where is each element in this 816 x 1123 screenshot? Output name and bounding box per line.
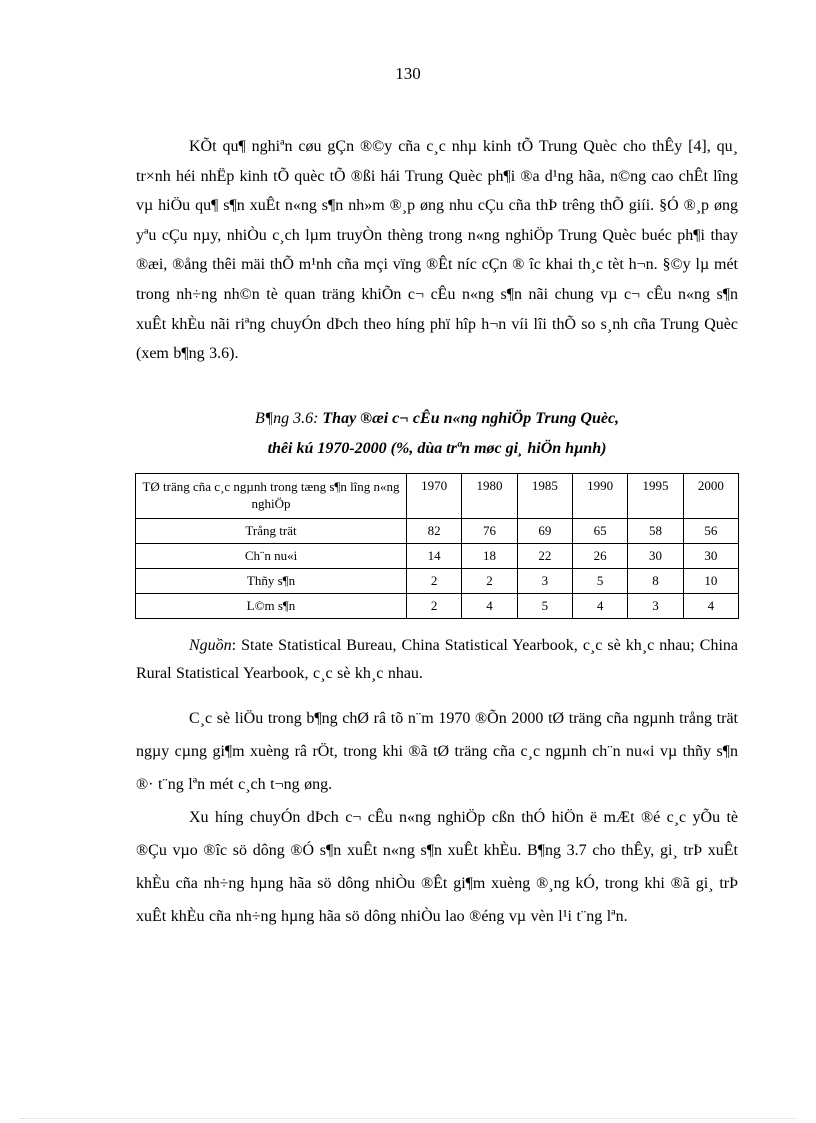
source-text: : State Statistical Bureau, China Statistical Yearbook, c¸c sè kh¸c nhau; China Rural Statistical Yearbook, c¸c sè kh¸c nhau. xyxy=(136,637,738,682)
table-cell: 30 xyxy=(683,544,738,569)
table-cell: 5 xyxy=(517,594,572,619)
source-label: Nguồn xyxy=(189,637,232,654)
source-note xyxy=(136,632,738,688)
table-caption-line2: thêi kú 1970-2000 (%, dùa trªn møc gi¸ hiÖn hµnh) xyxy=(267,440,607,457)
table-caption-label: B¶ng 3.6: xyxy=(254,410,319,427)
table-header-row xyxy=(136,474,739,519)
table-cell: 3 xyxy=(628,594,683,619)
table-cell: 76 xyxy=(462,519,517,544)
table-header-year: 1990 xyxy=(572,474,627,519)
row-label: Ch¨n nu«i xyxy=(136,544,407,569)
table-cell: 2 xyxy=(407,594,462,619)
table-row xyxy=(136,569,739,594)
page-bottom-divider xyxy=(20,1118,796,1119)
table-caption-line1 xyxy=(136,404,738,434)
table-cell: 4 xyxy=(462,594,517,619)
page-number: 130 xyxy=(395,64,421,83)
table-cell: 65 xyxy=(572,519,627,544)
table-header-year: 1970 xyxy=(407,474,462,519)
table-cell: 26 xyxy=(572,544,627,569)
table-header-year: 1985 xyxy=(517,474,572,519)
row-label: Trång trät xyxy=(136,519,407,544)
table-cell: 8 xyxy=(628,569,683,594)
table-cell: 69 xyxy=(517,519,572,544)
paragraph-trend: Xu híng chuyÓn dÞch c¬ cÊu n«ng nghiÖp cßn thÓ hiÖn ë mÆt ®é c¸c yÕu tè ®Çu vµo ®îc sö dông ®Ó s¶n xuÊt n«ng s¶n xuÊt khÈu. B¶ng 3.7 cho thÊy, gi¸ trÞ xuÊt khÈu cña nh÷ng hµng hãa sö dông nhiÒu ®Êt gi¶m xuèng ®¸ng kÓ, trong khi ®ã gi¸ trÞ xuÊt khÈu cña nh÷ng hµng hãa sö dông nhiÒu lao ®éng vµ vèn l¹i t¨ng lªn. xyxy=(136,809,738,925)
table-row xyxy=(136,519,739,544)
table-caption-title: Thay ®æi c¬ cÊu n«ng nghiÖp Trung Quèc, xyxy=(322,410,620,427)
table-cell: 2 xyxy=(462,569,517,594)
table-cell: 22 xyxy=(517,544,572,569)
table-cell: 4 xyxy=(683,594,738,619)
paragraph-intro: KÕt qu¶ nghiªn cøu gÇn ®©y cña c¸c nhµ kinh tÕ Trung Quèc cho thÊy [4], qu¸ tr×nh héi nhËp kinh tÕ quèc tÕ ®ßi hái Trung Quèc ph¶i ®a d¹ng hãa, n©ng cao chÊt lîng vµ hiÖu qu¶ s¶n xuÊt n«ng s¶n nh»m ®¸p øng nhu cÇu cña thÞ trêng thÕ giíi. §Ó ®¸p øng yªu cÇu nµy, nhiÒu c¸ch lµm truyÒn thèng trong n«ng nghiÖp Trung Quèc buéc ph¶i thay ®æi, ®ång thêi mäi thÕ m¹nh cña mçi vïng ®Êt níc cÇn ® îc khai th¸c tèt h¬n. §©y lµ mét trong nh÷ng nh©n tè quan träng khiÕn c¬ cÊu n«ng s¶n nãi chung vµ c¬ cÊu n«ng s¶n xuÊt khÈu nãi riªng chuyÓn dÞch theo híng phï hîp h¬n víi lîi thÕ so s¸nh cña Trung Quèc (xem b¶ng 3.6). xyxy=(136,138,738,363)
table-cell: 58 xyxy=(628,519,683,544)
row-label: L©m s¶n xyxy=(136,594,407,619)
table-cell: 10 xyxy=(683,569,738,594)
table-row xyxy=(136,594,739,619)
paragraph-analysis: C¸c sè liÖu trong b¶ng chØ râ tõ n¨m 1970 ®Õn 2000 tØ träng cña ngµnh trång trät ngµy cµng gi¶m xuèng râ rÖt, trong khi ®ã tØ träng cña c¸c ngµnh ch¨n nu«i vµ thñy s¶n ®· t¨ng lªn mét c¸ch t¬ng øng. xyxy=(136,710,738,793)
table-cell: 56 xyxy=(683,519,738,544)
table-cell: 3 xyxy=(517,569,572,594)
table-header-year: 2000 xyxy=(683,474,738,519)
table-header-category: TØ träng cña c¸c ngµnh trong tæng s¶n lîng n«ng nghiÖp xyxy=(136,474,407,519)
table-cell: 5 xyxy=(572,569,627,594)
table-cell: 14 xyxy=(407,544,462,569)
table-header-year: 1980 xyxy=(462,474,517,519)
table-cell: 18 xyxy=(462,544,517,569)
table-row xyxy=(136,544,739,569)
agriculture-structure-table xyxy=(135,473,739,619)
table-cell: 2 xyxy=(407,569,462,594)
table-cell: 82 xyxy=(407,519,462,544)
row-label: Thñy s¶n xyxy=(136,569,407,594)
table-cell: 30 xyxy=(628,544,683,569)
table-header-year: 1995 xyxy=(628,474,683,519)
table-cell: 4 xyxy=(572,594,627,619)
